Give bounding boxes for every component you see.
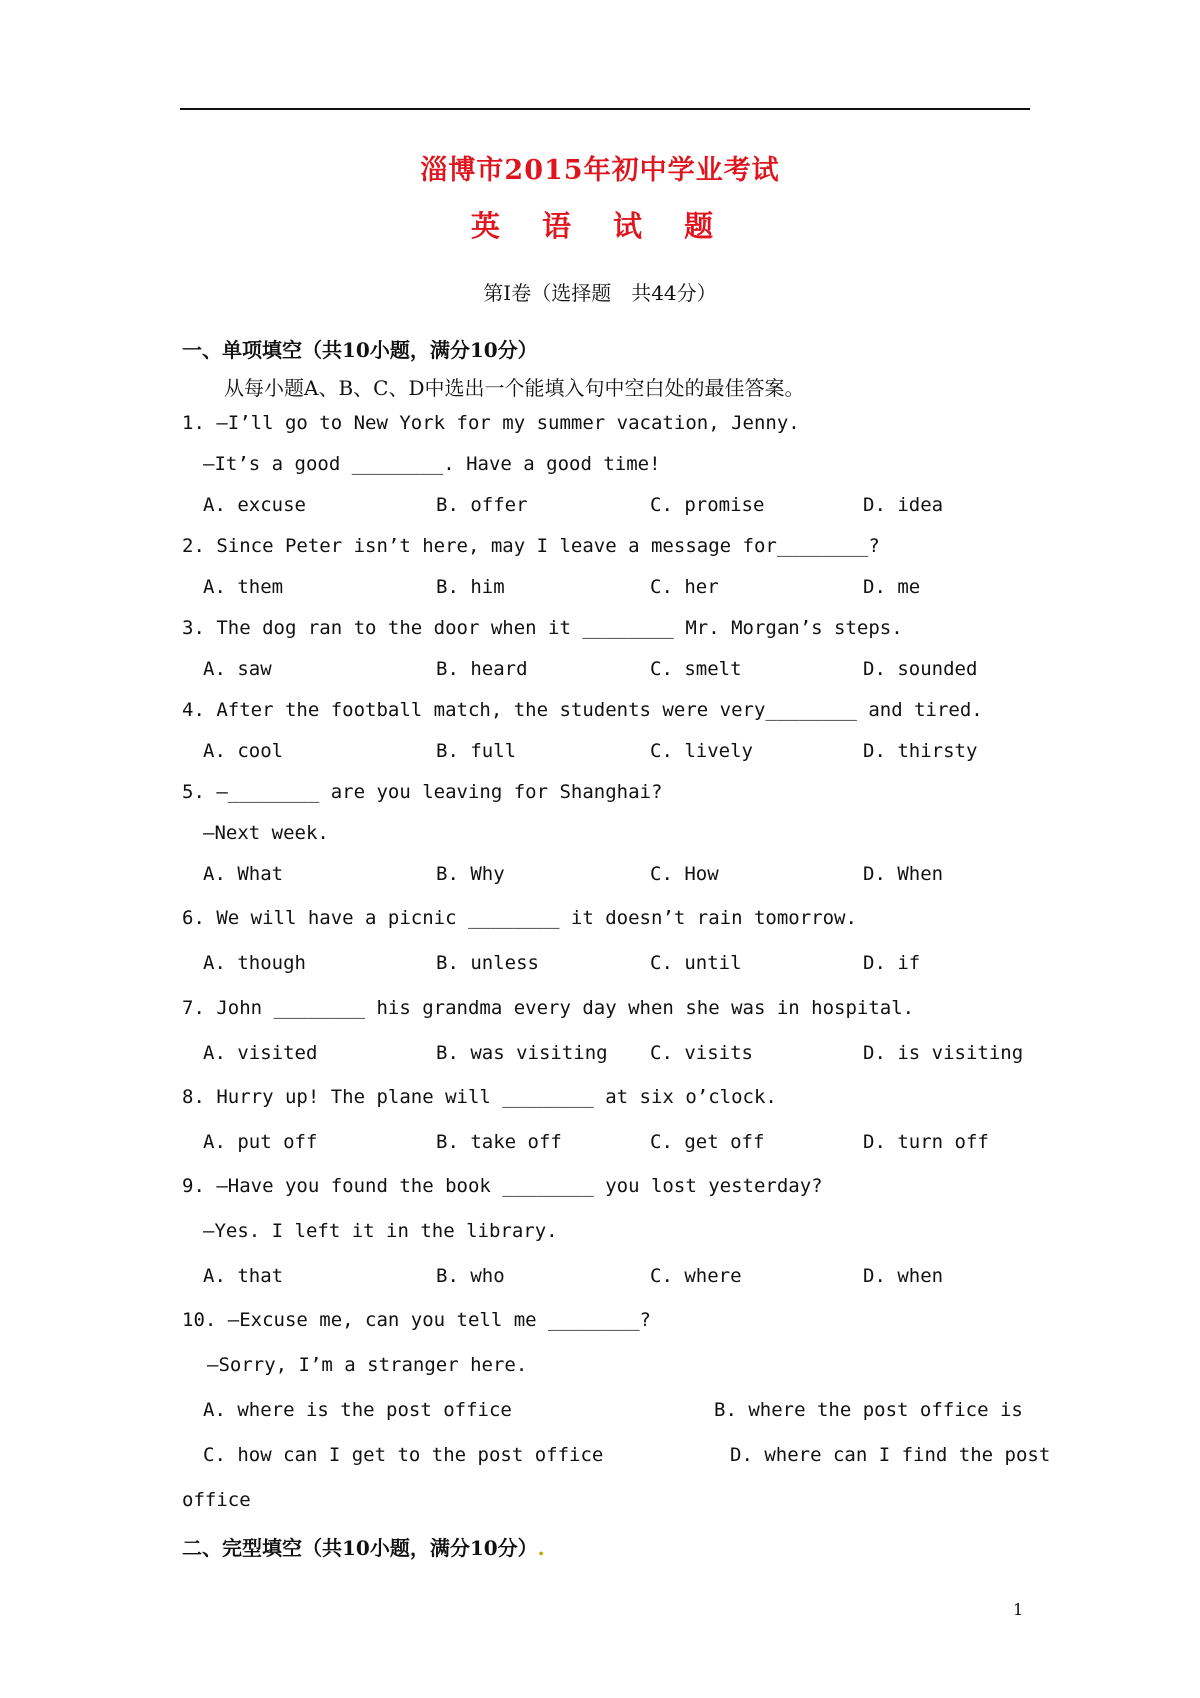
- q4-option-d: D. thirsty: [863, 740, 978, 762]
- exam-title: 淄博市2015年初中学业考试: [420, 155, 780, 186]
- q3-option-a: A. saw: [203, 658, 272, 680]
- question-6-line-1: 6. We will have a picnic ________ it doesn’t rain tomorrow.: [182, 907, 857, 929]
- section2-heading-wrap: [182, 1532, 545, 1561]
- question-5-line-1: 5. —________ are you leaving for Shanghai?: [182, 781, 663, 803]
- q9-option-a: A. that: [203, 1265, 284, 1287]
- section2-heading: 二、完型填空（共10小题，满分10分）: [182, 1536, 538, 1560]
- q4-option-c: C. lively: [650, 740, 753, 762]
- section1-heading: 一、单项填空（共10小题，满分10分）: [182, 338, 538, 362]
- q6-option-c: C. until: [650, 952, 742, 974]
- q10-option-d-continued: office: [182, 1489, 251, 1511]
- question-4-line-1: 4. After the football match, the students were very________ and tired.: [182, 699, 983, 721]
- q6-option-a: A. though: [203, 952, 306, 974]
- question-2-line-1: 2. Since Peter isn’t here, may I leave a message for________?: [182, 535, 880, 557]
- q2-option-d: D. me: [863, 576, 921, 598]
- question-7-line-1: 7. John ________ his grandma every day when she was in hospital.: [182, 997, 915, 1019]
- question-5-line-2: —Next week.: [203, 822, 329, 844]
- q8-option-a: A. put off: [203, 1131, 318, 1153]
- q7-option-a: A. visited: [203, 1042, 318, 1064]
- question-9-line-1: 9. —Have you found the book ________ you lost yesterday?: [182, 1175, 823, 1197]
- q1-option-a: A. excuse: [203, 494, 306, 516]
- q3-option-c: C. smelt: [650, 658, 742, 680]
- q4-option-b: B. full: [436, 740, 517, 762]
- q9-option-c: C. where: [650, 1265, 742, 1287]
- q3-option-d: D. sounded: [863, 658, 978, 680]
- q10-option-d: D. where can I find the post: [730, 1444, 1051, 1466]
- section1-instruction: 从每小题A、B、C、D中选出一个能填入句中空白处的最佳答案。: [224, 376, 805, 400]
- q2-option-c: C. her: [650, 576, 719, 598]
- q7-option-d: D. is visiting: [863, 1042, 1024, 1064]
- exam-subtitle: 英 语 试 题: [470, 209, 730, 243]
- q10-option-b: B. where the post office is: [714, 1399, 1023, 1421]
- question-10-line-1: 10. —Excuse me, can you tell me ________?: [182, 1309, 651, 1331]
- header-rule: [180, 108, 1030, 110]
- q2-option-b: B. him: [436, 576, 505, 598]
- q5-option-b: B. Why: [436, 863, 505, 885]
- question-9-line-2: —Yes. I left it in the library.: [203, 1220, 558, 1242]
- question-8-line-1: 8. Hurry up! The plane will ________ at six o’clock.: [182, 1086, 777, 1108]
- q1-option-d: D. idea: [863, 494, 944, 516]
- question-3-line-1: 3. The dog ran to the door when it ________ Mr. Morgan’s steps.: [182, 617, 903, 639]
- q10-option-c: C. how can I get to the post office: [203, 1444, 604, 1466]
- q9-option-d: D. when: [863, 1265, 944, 1287]
- q7-option-c: C. visits: [650, 1042, 753, 1064]
- question-10-line-2: —Sorry, I’m a stranger here.: [207, 1354, 528, 1376]
- page-number: 1: [1013, 1600, 1024, 1619]
- q8-option-c: C. get off: [650, 1131, 765, 1153]
- q5-option-a: A. What: [203, 863, 284, 885]
- q6-option-d: D. if: [863, 952, 921, 974]
- q1-option-b: B. offer: [436, 494, 528, 516]
- q5-option-c: C. How: [650, 863, 719, 885]
- q7-option-b: B. was visiting: [436, 1042, 608, 1064]
- q3-option-b: B. heard: [436, 658, 528, 680]
- q8-option-b: B. take off: [436, 1131, 562, 1153]
- q10-option-a: A. where is the post office: [203, 1399, 512, 1421]
- volume-label: 第Ⅰ卷（选择题 共44分）: [483, 281, 717, 305]
- q1-option-c: C. promise: [650, 494, 765, 516]
- q5-option-d: D. When: [863, 863, 944, 885]
- question-1-line-1: 1. —I’ll go to New York for my summer vacation, Jenny.: [182, 412, 800, 434]
- q2-option-a: A. them: [203, 576, 284, 598]
- q8-option-d: D. turn off: [863, 1131, 989, 1153]
- question-1-line-2: —It’s a good ________. Have a good time!: [203, 453, 661, 475]
- q4-option-a: A. cool: [203, 740, 284, 762]
- q6-option-b: B. unless: [436, 952, 539, 974]
- q9-option-b: B. who: [436, 1265, 505, 1287]
- section2-trailing-mark: .: [537, 1536, 545, 1560]
